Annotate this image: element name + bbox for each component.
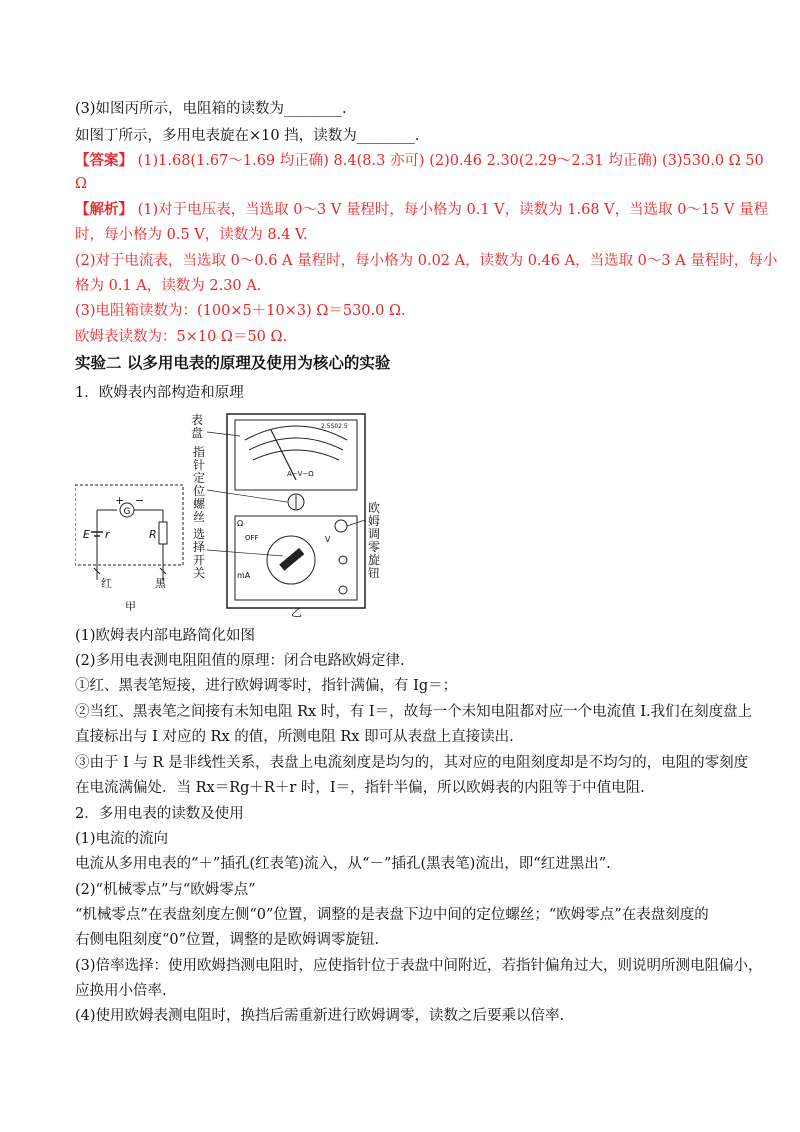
- answer-label: 【答案】: [75, 152, 133, 169]
- analysis-text: (1)对于电压表，当选取 0～3 V 量程时，每小格为 0.1 V，读数为 1.68 V，当选取 0～15 V 量程: [137, 202, 769, 218]
- question-3-line: (3)如图丙所示，电阻箱的读数为________.: [75, 101, 347, 117]
- para-q3b: 应换用小倍率.: [75, 983, 167, 999]
- red-probe-icon: [94, 568, 100, 580]
- ohm-zero-knob-icon[interactable]: [335, 520, 347, 532]
- para-4a: ②当红、黑表笔之间接有未知电阻 Rx 时，有 I＝，故每一个未知电阻都对应一个电流值 I.我们在刻度盘上: [75, 704, 753, 720]
- analysis-3: (3)电阻箱读数为：(100×5＋10×3) Ω＝530.0 Ω.: [75, 303, 406, 319]
- switch-label: 选择开关: [193, 527, 206, 580]
- section-heading: 实验二 以多用电表的原理及使用为核心的实验: [75, 354, 391, 372]
- analysis-label: 【解析】: [75, 201, 133, 218]
- ma-range-label: mA: [237, 571, 251, 580]
- analysis-line: [75, 201, 768, 219]
- para-5a: ③由于 I 与 R 是非线性关系，表盘上电流刻度是均匀的，其对应的电阻刻度却是不均匀的，电阻的零刻度: [75, 755, 749, 771]
- v-range-label: V: [325, 535, 331, 544]
- knob-label: 欧姆调零旋钮: [368, 501, 381, 580]
- galvanometer-label: G: [123, 507, 131, 517]
- subsection-2: 2．多用电表的读数及使用: [75, 806, 244, 822]
- analysis-4: 欧姆表读数为：5×10 Ω＝50 Ω.: [75, 329, 288, 345]
- answer-continuation: Ω: [75, 176, 88, 192]
- ohm-range-label: Ω: [237, 519, 244, 528]
- para-5b: 在电流满偏处．当 Rx＝Rg＋R＋r 时，I＝，指针半偏，所以欧姆表的内阻等于中值电阻.: [75, 780, 645, 796]
- resistor-label: R: [149, 528, 157, 541]
- red-probe-label: 红: [101, 577, 112, 590]
- para-3: ①红、黑表笔短接，进行欧姆调零时，指针满偏，有 Ig＝；: [75, 678, 458, 694]
- subsection-1: 1．欧姆表内部构造和原理: [75, 385, 244, 401]
- answer-line: [75, 152, 764, 170]
- meter-scale-label: A−V−Ω: [287, 470, 314, 478]
- emf-label: E: [83, 528, 90, 541]
- resistor-icon: [159, 522, 167, 544]
- analysis-2b: 格为 0.1 A，读数为 2.30 A.: [75, 278, 262, 294]
- para-q1: (1)电流的流向: [75, 831, 169, 847]
- g-minus-label: −: [135, 494, 145, 507]
- para-q2: (2)“机械零点”与“欧姆零点”: [75, 882, 256, 898]
- figure-svg: [75, 410, 405, 618]
- g-plus-label: +: [115, 494, 125, 507]
- para-2: (2)多用电表测电阻阻值的原理：闭合电路欧姆定律.: [75, 653, 405, 669]
- para-q3a: (3)倍率选择：使用欧姆挡测电阻时，应使指针位于表盘中间附近，若指针偏角过大，则说明所测电阻偏小，: [75, 958, 763, 974]
- yi-caption: 乙: [291, 606, 302, 618]
- black-probe-label: 黑: [155, 577, 166, 590]
- para-q4: (4)使用欧姆表测电阻时，换挡后需重新进行欧姆调零，读数之后要乘以倍率.: [75, 1008, 565, 1024]
- analysis-2a: (2)对于电流表，当选取 0～0.6 A 量程时，每小格为 0.02 A，读数为 0.46 A，当选取 0～3 A 量程时，每小: [75, 253, 778, 269]
- ohmmeter-figure: [75, 410, 405, 618]
- socket-minus-icon: [339, 586, 347, 594]
- answer-text: (1)1.68(1.67～1.69 均正确) 8.4(8.3 亦可) (2)0.46 2.30(2.29～2.31 均正确) (3)530.0 Ω 50: [137, 153, 764, 169]
- para-q2b: 右侧电阻刻度“0”位置，调整的是欧姆调零旋钮.: [75, 932, 380, 948]
- socket-plus-icon: [339, 556, 347, 564]
- analysis-continuation: 时，每小格为 0.5 V，读数为 8.4 V.: [75, 227, 308, 243]
- off-label: OFF: [245, 534, 259, 542]
- para-q1-text: 电流从多用电表的“＋”插孔(红表笔)流入，从“－”插孔(黑表笔)流出，即“红进黑出”.: [75, 856, 611, 872]
- question-3b-line: 如图丁所示，多用电表旋在×10 挡，读数为________.: [75, 128, 420, 144]
- jia-caption: 甲: [125, 600, 136, 613]
- para-4b: 直接标出与 I 对应的 Rx 的值，所测电阻 Rx 即可从表盘上直接读出.: [75, 729, 514, 745]
- screw-label: 指针定位螺丝: [193, 445, 206, 524]
- dial-label: 表盘: [191, 413, 204, 440]
- meter-brand-label: 2.5S02.5: [321, 423, 348, 430]
- para-1: (1)欧姆表内部电路简化如图: [75, 628, 256, 644]
- para-q2a: “机械零点”在表盘刻度左侧“0”位置，调整的是表盘下边中间的定位螺丝；“欧姆零点”在表盘刻度的: [75, 907, 709, 923]
- internal-r-label: r: [105, 528, 110, 541]
